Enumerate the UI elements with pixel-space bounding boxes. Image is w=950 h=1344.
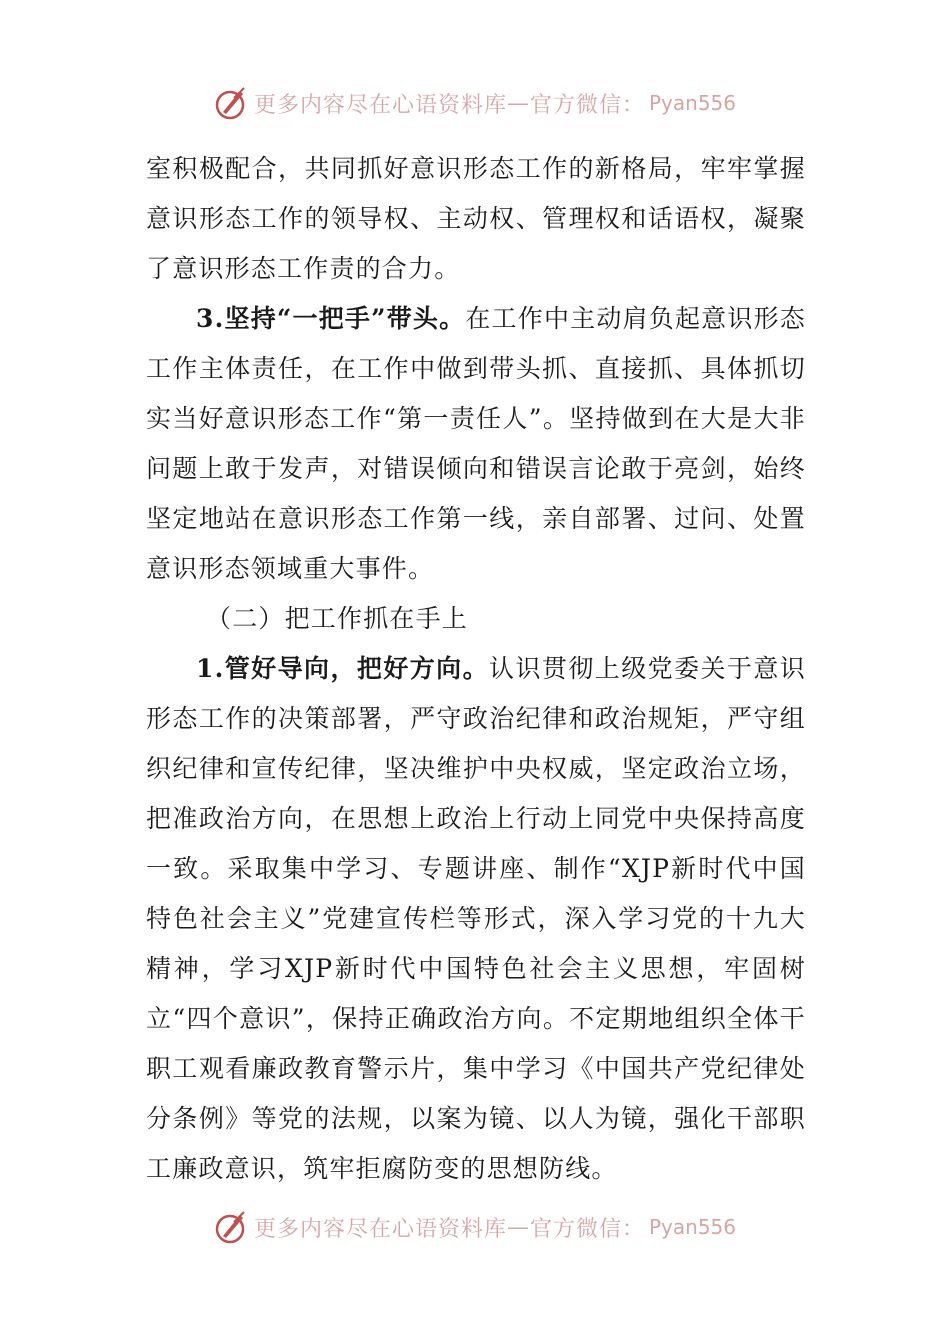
- footer-separator: —: [506, 1214, 530, 1240]
- paragraph-1: 室积极配合，共同抓好意识形态工作的新格局，牢牢掌握意识形态工作的领导权、主动权、管理权和话语权，凝聚了意识形态工作责的合力。: [146, 154, 806, 283]
- paragraph-3: [146, 644, 806, 1194]
- paragraph-3-text: 认识贯彻上级党委关于意识形态工作的决策部署，严守政治纪律和政治规矩，严守组织纪律和宣传纪律，坚决维护中央权威，坚定政治立场，把准政治方向，在思想上政治上行动上同党中央保持高度一致。采取集中学习、专题讲座、制作“XJP新时代中国特色社会主义”党建宣传栏等形式，深入学习党的十九大精神，学习XJP新时代中国特色社会主义思想，牢固树立“四个意识”，保持正确政治方向。不定期地组织全体干职工观看廉政教育警示片，集中学习《中国共产党纪律处分条例》等党的法规，以案为镜、以人为镜，强化干部职工廉政意识，筑牢拒腐防变的思想防线。: [146, 654, 806, 1183]
- footer-wechat-label: 官方微信：: [529, 1216, 645, 1242]
- header-wechat-id: Pyan556: [649, 91, 737, 115]
- paragraph-2-text: 在工作中主动肩负起意识形态工作主体责任，在工作中做到带头抓、直接抓、具体抓切实当好意识形态工作“第一责任人”。坚持做到在大是大非问题上敢于发声，对错误倾向和错误言论敢于亮剑，始终坚定地站在意识形态工作第一线，亲自部署、过问、处置意识形态领域重大事件。: [146, 304, 806, 583]
- paragraph-3-heading: 1.管好导向，把好方向。: [196, 654, 490, 683]
- document-body: [146, 144, 806, 1194]
- footer-wechat-id: Pyan556: [649, 1215, 737, 1239]
- feather-pen-logo-icon: [214, 1209, 250, 1245]
- header-wechat-label: 官方微信：: [529, 92, 645, 118]
- section-heading: （二）把工作抓在手上: [206, 604, 469, 633]
- header-separator: —: [506, 90, 530, 116]
- paragraph-2-heading: 3.坚持“一把手”带头。: [196, 304, 466, 333]
- header-brand-text: 更多内容尽在心语资料库: [253, 92, 507, 118]
- footer-watermark: [0, 1202, 950, 1252]
- paragraph-2: [146, 294, 806, 594]
- footer-brand-text: 更多内容尽在心语资料库: [253, 1216, 507, 1242]
- header-watermark: [0, 78, 950, 128]
- feather-pen-logo-icon: [214, 85, 250, 121]
